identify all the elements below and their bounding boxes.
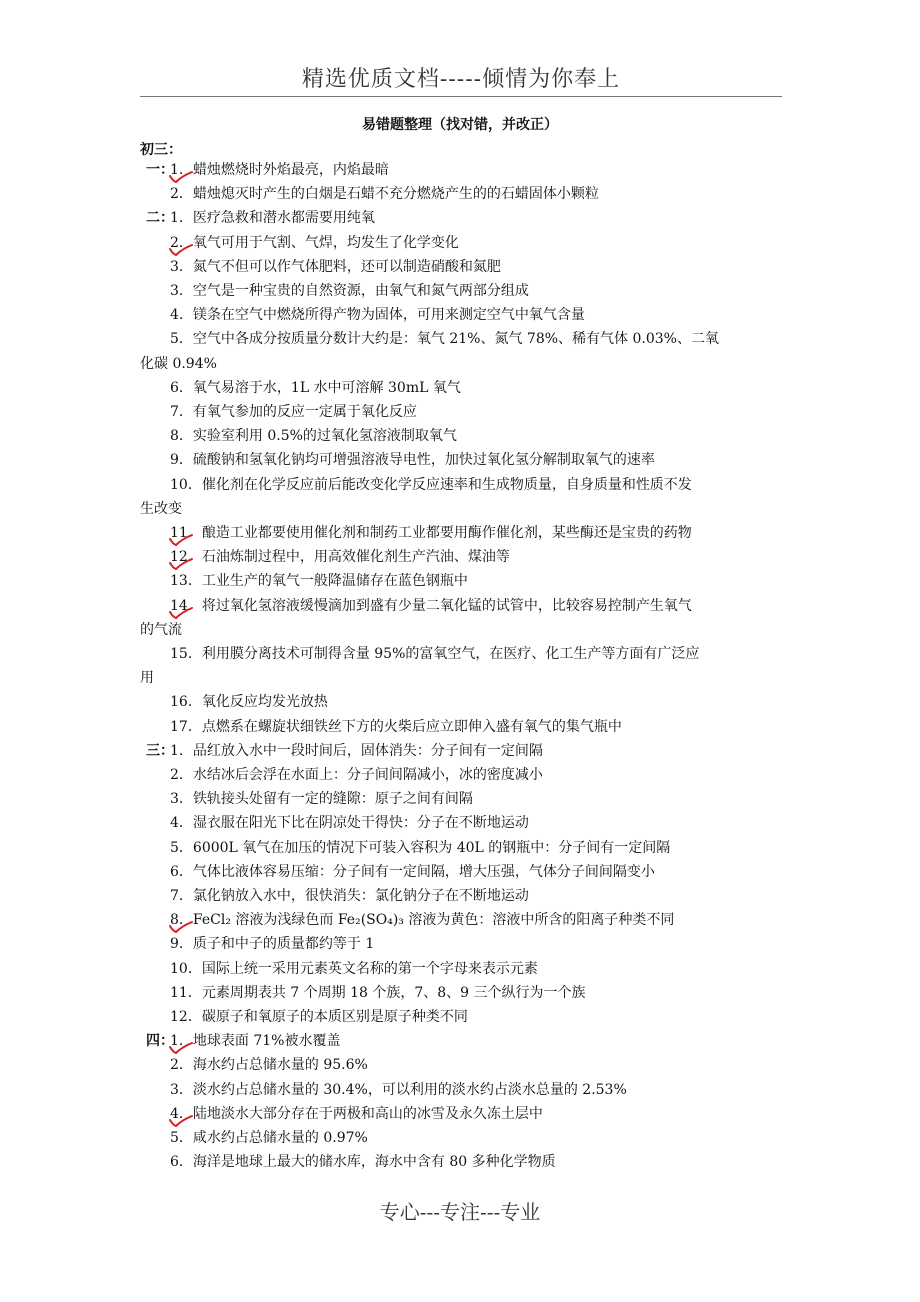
statement-continuation: 用 <box>140 670 154 687</box>
red-checkmark-icon <box>168 606 194 620</box>
statement-item: 2．氧气可用于气割、气焊，均发生了化学变化 <box>170 234 459 251</box>
statement-item: 9．质子和中子的质量都约等于 1 <box>170 936 375 953</box>
statement-item: 3．淡水约占总储水量的 30.4%，可以利用的淡水约占淡水总量的 2.53% <box>170 1081 627 1098</box>
statement-item: 7．氯化钠放入水中，很快消失：氯化钠分子在不断地运动 <box>170 888 529 904</box>
document-title: 易错题整理（找对错，并改正） <box>362 117 558 133</box>
statement-item: 11．元素周期表共 7 个周期 18 个族，7、8、9 三个纵行为一个族 <box>170 984 586 1001</box>
statement-item: 9．硫酸钠和氢氧化钠均可增强溶液导电性，加快过氧化氢分解制取氧气的速率 <box>170 452 655 469</box>
red-checkmark-icon <box>168 920 194 934</box>
statement-item: 16．氧化反应均发光放热 <box>170 694 328 711</box>
statement-item: 17．点燃系在螺旋状细铁丝下方的火柴后应立即伸入盛有氧气的集气瓶中 <box>170 718 622 735</box>
statement-item: 14．将过氧化氢溶液缓慢滴加到盛有少量二氧化锰的试管中，比较容易控制产生氧气 <box>170 597 692 614</box>
statement-item: 1．蜡烛燃烧时外焰最亮，内焰最暗 <box>170 162 389 178</box>
statement-item: 5．咸水约占总储水量的 0.97% <box>170 1130 368 1146</box>
statement-item: 6．氧气易溶于水，1L 水中可溶解 30mL 氧气 <box>170 379 461 396</box>
statement-item: 3．氮气不但可以作气体肥料，还可以制造硝酸和氮肥 <box>170 258 501 275</box>
statement-item: 6．气体比液体容易压缩：分子间有一定间隔，增大压强，气体分子间间隔变小 <box>170 863 655 880</box>
statement-item: 10．催化剂在化学反应前后能改变化学反应速率和生成物质量，自身质量和性质不发 <box>170 476 692 493</box>
statement-item: 12．石油炼制过程中，用高效催化剂生产汽油、煤油等 <box>170 549 510 566</box>
statement-item: 12．碳原子和氧原子的本质区别是原子种类不同 <box>170 1009 468 1025</box>
statement-continuation: 生改变 <box>140 500 182 517</box>
statement-item: 7．有氧气参加的反应一定属于氧化反应 <box>170 404 417 420</box>
red-checkmark-icon <box>168 243 194 257</box>
statement-item: 2．海水约占总储水量的 95.6% <box>170 1057 368 1074</box>
red-checkmark-icon <box>168 170 194 184</box>
statement-item: 5．空气中各成分按质量分数计大约是：氧气 21%、氮气 78%、稀有气体 0.03%、二氧 <box>170 331 719 348</box>
statement-item: 1．地球表面 71%被水覆盖 <box>170 1033 341 1050</box>
red-checkmark-icon <box>168 557 194 571</box>
statement-item: 15．利用膜分离技术可制得含量 95%的富氧空气，在医疗、化工生产等方面有广泛应 <box>170 646 700 662</box>
statement-item: 1．医疗急救和潜水都需要用纯氧 <box>170 210 375 227</box>
statement-item: 4．湿衣服在阳光下比在阴凉处干得快：分子在不断地运动 <box>170 815 529 832</box>
section-label: 二： <box>146 210 174 227</box>
statement-continuation: 化碳 0.94% <box>140 355 217 372</box>
section-label: 一： <box>146 162 174 178</box>
statement-item: 3．铁轨接头处留有一定的缝隙：原子之间有间隔 <box>170 791 473 808</box>
section-label: 四： <box>146 1033 174 1050</box>
red-checkmark-icon <box>168 1114 194 1128</box>
page-footer: 专心---专注---专业 <box>379 1200 541 1224</box>
page-header: 精选优质文档-----倾情为你奉上 <box>301 67 621 92</box>
statement-item: 2．蜡烛熄灭时产生的白烟是石蜡不充分燃烧产生的的石蜡固体小颗粒 <box>170 186 599 203</box>
section-label: 三： <box>146 742 174 759</box>
statement-item: 3．空气是一种宝贵的自然资源，由氧气和氮气两部分组成 <box>170 283 529 299</box>
statement-item: 1．品红放入水中一段时间后，固体消失：分子间有一定间隔 <box>170 742 543 759</box>
statement-continuation: 的气流 <box>140 621 182 638</box>
statement-item: 2．水结冰后会浮在水面上：分子间间隔减小，冰的密度减小 <box>170 767 543 783</box>
statement-item: 5．6000L 氧气在加压的情况下可装入容积为 40L 的钢瓶中：分子间有一定间隔 <box>170 839 671 856</box>
red-checkmark-icon <box>168 1041 194 1055</box>
header-divider <box>140 96 782 97</box>
red-checkmark-icon <box>168 533 194 547</box>
grade-label: 初三： <box>140 142 182 158</box>
statement-item: 10．国际上统一采用元素英文名称的第一个字母来表示元素 <box>170 960 538 977</box>
statement-item: 4．镁条在空气中燃烧所得产物为固体，可用来测定空气中氧气含量 <box>170 307 585 324</box>
statement-item: 8．实验室利用 0.5%的过氧化氢溶液制取氧气 <box>170 428 457 445</box>
statement-item: 11．酿造工业都要使用催化剂和制药工业都要用酶作催化剂，某些酶还是宝贵的药物 <box>170 525 692 541</box>
statement-item: 4．陆地淡水大部分存在于两极和高山的冰雪及永久冻土层中 <box>170 1105 543 1122</box>
statement-item: 6．海洋是地球上最大的储水库，海水中含有 80 多种化学物质 <box>170 1154 556 1171</box>
statement-item: 13．工业生产的氧气一般降温储存在蓝色钢瓶中 <box>170 573 468 590</box>
statement-item: 8．FeCl₂ 溶液为浅绿色而 Fe₂(SO₄)₃ 溶液为黄色：溶液中所含的阳离子种类不同 <box>170 912 675 929</box>
